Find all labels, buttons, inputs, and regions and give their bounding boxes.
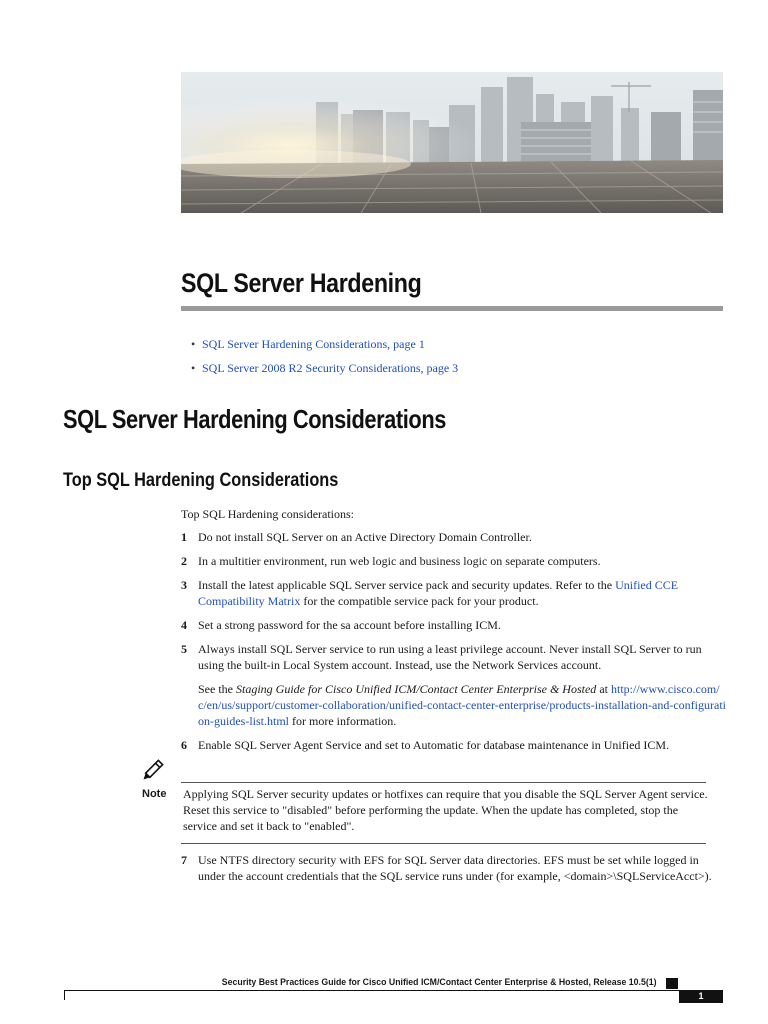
step-item (181, 641, 726, 729)
step-text-part: at (596, 682, 611, 696)
step-number: 3 (181, 578, 187, 592)
step-text-part: Install the latest applicable SQL Server service pack and security updates. Refer to the (198, 578, 616, 592)
footer-marker (666, 978, 678, 989)
bullet-icon: • (191, 361, 196, 375)
page-number: 1 (679, 990, 723, 1003)
step-number: 1 (181, 530, 187, 544)
chapter-banner-image (181, 72, 723, 213)
step-item (181, 852, 726, 884)
cisco-guides-url-link[interactable]: http://www.cisco.com/c/en/us/support/customer-collaboration/unified-contact-center-enterprise/products-installation-and-configuration-guides-list.html (198, 682, 726, 728)
steps-list (181, 529, 726, 761)
step-item (181, 553, 726, 569)
pencil-icon (139, 758, 165, 789)
step-number: 5 (181, 642, 187, 656)
compatibility-matrix-link[interactable]: Unified CCE Compatibility Matrix (198, 578, 679, 608)
footer-guide-title: Security Best Practices Guide for Cisco Unified ICM/Contact Center Enterprise & Hosted, Release 10.5(1) (221, 977, 656, 988)
step-item (181, 737, 726, 753)
subsection-heading: Top SQL Hardening Considerations (63, 470, 339, 491)
step-text-part: for more information. (289, 714, 397, 728)
step-number: 7 (181, 853, 187, 867)
intro-text: Top SQL Hardening considerations: (181, 507, 355, 521)
staging-guide-title: Staging Guide for Cisco Unified ICM/Contact Center Enterprise & Hosted (236, 682, 597, 696)
chapter-title: SQL Server Hardening (181, 268, 422, 298)
toc-item (191, 336, 458, 360)
toc-link-hardening-considerations[interactable]: SQL Server Hardening Considerations, page 1 (202, 337, 425, 351)
footer-tick (64, 990, 65, 1000)
toc-link-r2-security-considerations[interactable]: SQL Server 2008 R2 Security Considerations, page 3 (202, 361, 459, 375)
step-text-part: for the compatible service pack for your product. (300, 594, 539, 608)
step-see-also (198, 681, 726, 729)
step-text-part: See the (198, 682, 236, 696)
chapter-title-rule (181, 306, 723, 311)
step-text: Use NTFS directory security with EFS for SQL Server data directories. EFS must be set while logged in under the account credentials that the SQL service runs under (for example, <domain>\SQLServiceAcct>). (198, 853, 712, 883)
toc-item (191, 360, 458, 384)
note-divider (181, 782, 706, 783)
step-item (181, 529, 726, 545)
note-divider (181, 843, 706, 844)
note-text: Applying SQL Server security updates or hotfixes can require that you disable the SQL Server Agent service. Reset this service to "disabled" before performing the update. When the update has completed, stop the service and set it back to "enabled". (183, 787, 708, 833)
step-text: Set a strong password for the sa account before installing ICM. (198, 618, 501, 632)
step-item (181, 617, 726, 633)
step-text: Enable SQL Server Agent Service and set to Automatic for database maintenance in Unified ICM. (198, 738, 670, 752)
step-number: 6 (181, 738, 187, 752)
bullet-icon: • (191, 337, 196, 351)
step-number: 2 (181, 554, 187, 568)
chapter-toc (191, 336, 458, 384)
section-heading: SQL Server Hardening Considerations (63, 404, 446, 434)
step-text: Do not install SQL Server on an Active Directory Domain Controller. (198, 530, 532, 544)
step-item (181, 577, 726, 609)
step-text: Always install SQL Server service to run using a least privilege account. Never install SQL Server to run using the built-in Local System account. Instead, use the Network Services account. (198, 642, 702, 672)
note-label: Note (142, 788, 167, 800)
step-text (198, 577, 726, 609)
footer-rule (64, 990, 679, 991)
step-text: In a multitier environment, run web logic and business logic on separate computers. (198, 554, 601, 568)
step-number: 4 (181, 618, 187, 632)
